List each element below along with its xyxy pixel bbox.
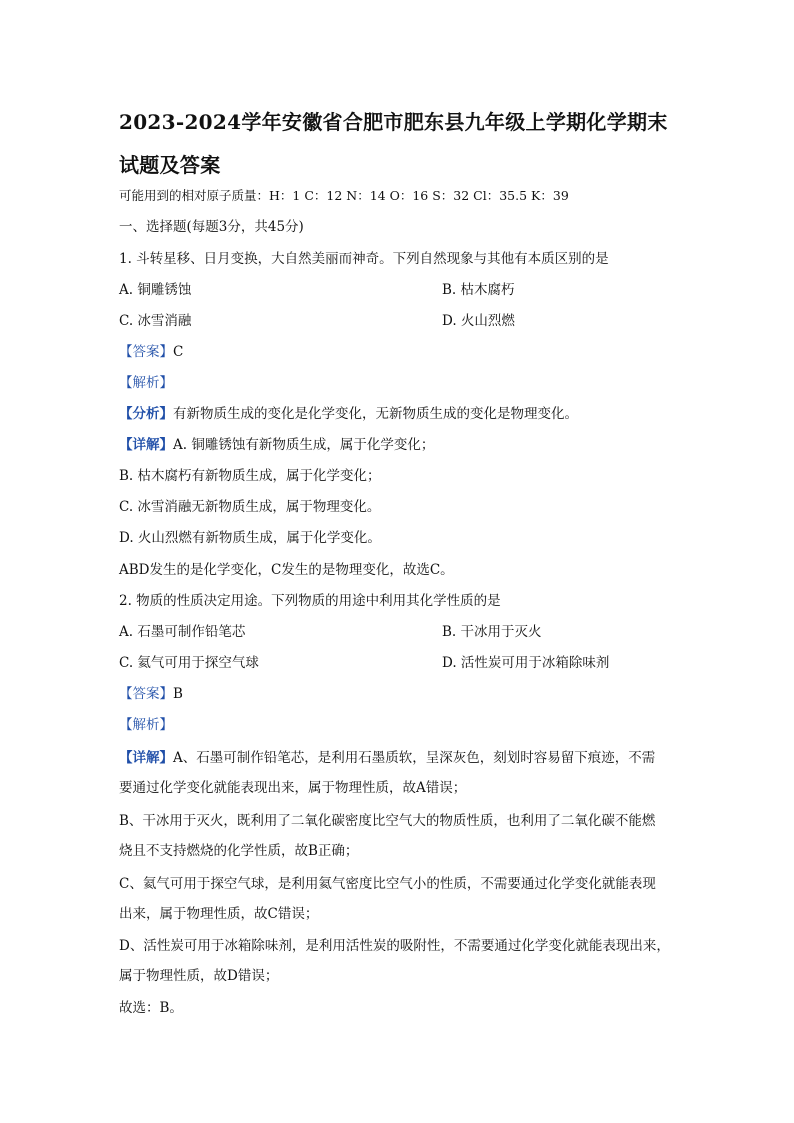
q2-detail-a2: 要通过化学变化就能表现出来，属于物理性质，故A错误； (119, 780, 467, 796)
analysis-tag: 【解析】 (119, 717, 173, 733)
document-title-line2: 试题及答案 (119, 153, 221, 177)
detail-tag: 【详解】 (119, 750, 173, 766)
q2-option-b: B. 干冰用于灭火 (442, 624, 542, 640)
analysis-tag: 【解析】 (119, 375, 173, 391)
answer-tag: 【答案】 (119, 686, 173, 702)
q1-option-a: A. 铜雕锈蚀 (119, 282, 192, 298)
q1-conclusion: ABD发生的是化学变化，C发生的是物理变化，故选C。 (119, 562, 454, 578)
q1-detail-d: D. 火山烈燃有新物质生成，属于化学变化。 (119, 530, 381, 546)
q2-stem: 2. 物质的性质决定用途。下列物质的用途中利用其化学性质的是 (119, 593, 501, 609)
section-header: 一、选择题(每题3分，共45分) (119, 219, 304, 235)
document-title-line1: 2023-2024学年安徽省合肥市肥东县九年级上学期化学期末 (119, 110, 668, 134)
q1-option-d: D. 火山烈燃 (442, 313, 515, 329)
q2-option-c: C. 氦气可用于探空气球 (119, 655, 259, 671)
q1-fenxi (119, 405, 578, 423)
q1-detail-c: C. 冰雪消融无新物质生成，属于物理变化。 (119, 499, 381, 515)
answer-tag: 【答案】 (119, 344, 173, 360)
q2-detail-c1: C、氦气可用于探空气球，是利用氦气密度比空气小的性质，不需要通过化学变化就能表现 (119, 876, 656, 892)
q2-detail-d2: 属于物理性质，故D错误； (119, 968, 279, 984)
atomic-masses: 可能用到的相对原子质量：H：1 C：12 N：14 O：16 S：32 Cl：35.5 K：39 (119, 188, 569, 203)
q2-conclusion: 故选：B。 (119, 1000, 183, 1016)
q1-answer (119, 343, 183, 361)
q2-detail-c2: 出来，属于物理性质，故C错误； (119, 906, 319, 922)
q2-option-a: A. 石墨可制作铅笔芯 (119, 624, 246, 640)
q2-option-d: D. 活性炭可用于冰箱除味剂 (442, 655, 610, 671)
q2-answer (119, 685, 183, 703)
q2-detail-b2: 烧且不支持燃烧的化学性质，故B正确； (119, 843, 359, 859)
fenxi-tag: 【分析】 (119, 406, 173, 422)
q2-detail-b1: B、干冰用于灭火，既利用了二氧化碳密度比空气大的物质性质，也利用了二氧化碳不能燃 (119, 813, 656, 829)
q1-option-b: B. 枯木腐朽 (442, 282, 515, 298)
fenxi-text: 有新物质生成的变化是化学变化，无新物质生成的变化是物理变化。 (173, 406, 578, 422)
q1-detail-a (119, 436, 434, 454)
answer-value: B (173, 686, 183, 702)
detail-tag: 【详解】 (119, 437, 173, 453)
q2-analysis-tag (119, 716, 173, 734)
q1-option-c: C. 冰雪消融 (119, 313, 192, 329)
q1-stem: 1. 斗转星移、日月变换，大自然美丽而神奇。下列自然现象与其他有本质区别的是 (119, 251, 609, 267)
detail-text: A. 铜雕锈蚀有新物质生成，属于化学变化； (173, 437, 435, 453)
q1-analysis-tag (119, 374, 173, 392)
answer-value: C (173, 344, 184, 360)
q1-detail-b: B. 枯木腐朽有新物质生成，属于化学变化； (119, 468, 381, 484)
q2-detail-a1 (119, 749, 655, 767)
q2-detail-d1: D、活性炭可用于冰箱除味剂，是利用活性炭的吸附性，不需要通过化学变化就能表现出来， (119, 938, 670, 954)
detail-text: A、石墨可制作铅笔芯，是利用石墨质软，呈深灰色，刻划时容易留下痕迹，不需 (173, 750, 656, 766)
